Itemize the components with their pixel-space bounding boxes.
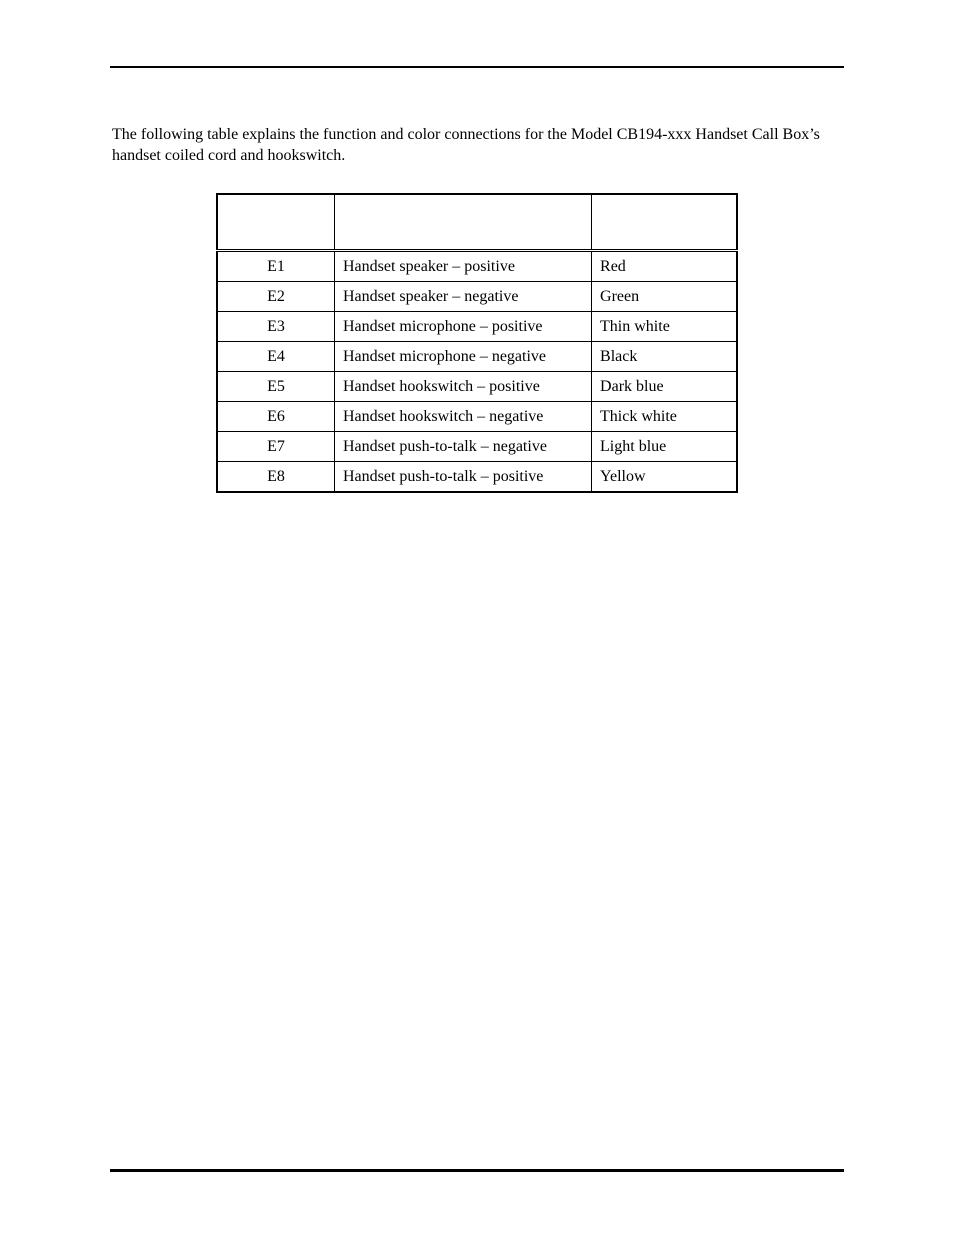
table-row [217,432,737,462]
table-row [217,372,737,402]
header-terminal [217,194,334,251]
header-color [592,194,737,251]
function-cell: Handset microphone – negative [334,342,591,372]
terminal-cell: E7 [217,432,334,462]
color-cell: Thin white [592,312,737,342]
table-row [217,251,737,282]
terminal-cell: E8 [217,462,334,493]
color-cell: Light blue [592,432,737,462]
table-row [217,462,737,493]
table-row [217,402,737,432]
function-cell: Handset microphone – positive [334,312,591,342]
terminal-cell: E2 [217,282,334,312]
header-function [334,194,591,251]
color-cell: Thick white [592,402,737,432]
wiring-table [216,193,738,493]
function-cell: Handset push-to-talk – positive [334,462,591,493]
intro-paragraph: The following table explains the function and color connections for the Model CB194-xxx Handset Call Box’s handset coiled cord and hookswitch. [112,126,820,164]
terminal-cell: E5 [217,372,334,402]
terminal-cell: E3 [217,312,334,342]
terminal-cell: E1 [217,251,334,282]
color-cell: Yellow [592,462,737,493]
terminal-cell: E6 [217,402,334,432]
function-cell: Handset hookswitch – positive [334,372,591,402]
table-row [217,342,737,372]
function-cell: Handset hookswitch – negative [334,402,591,432]
table-row [217,312,737,342]
function-cell: Handset push-to-talk – negative [334,432,591,462]
function-cell: Handset speaker – positive [334,251,591,282]
table-header-row [217,194,737,251]
footer-rule [110,1169,844,1172]
header-rule [110,66,844,68]
terminal-cell: E4 [217,342,334,372]
function-cell: Handset speaker – negative [334,282,591,312]
color-cell: Black [592,342,737,372]
color-cell: Red [592,251,737,282]
color-cell: Dark blue [592,372,737,402]
table-row [217,282,737,312]
color-cell: Green [592,282,737,312]
